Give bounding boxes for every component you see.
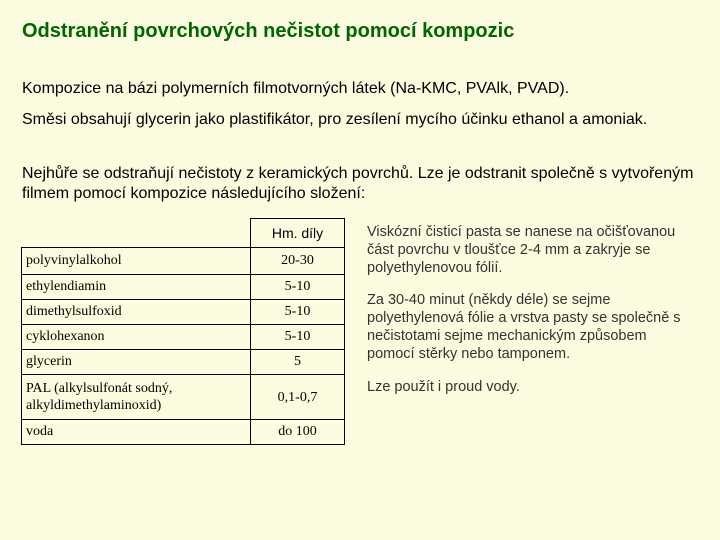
component-name: polyvinylalkohol	[22, 248, 251, 275]
component-amount: 5-10	[251, 325, 345, 350]
component-name: voda	[22, 420, 251, 445]
component-amount: 5-10	[251, 300, 345, 325]
composition-table	[21, 218, 345, 445]
table-header-blank	[22, 219, 251, 248]
table-row	[22, 350, 345, 375]
component-amount: 0,1-0,7	[251, 375, 345, 420]
component-name: glycerin	[22, 350, 251, 375]
paragraph-composition-basis: Kompozice na bázi polymerních filmotvorných látek (Na-KMC, PVAlk, PVAD).	[22, 80, 570, 97]
component-name: dimethylsulfoxid	[22, 300, 251, 325]
side-note-removal: Za 30-40 minut (někdy déle) se sejme polyethylenová fólie a vrstva pasty se společně s nečistotami sejme mechanickým způsobem pomocí stěrky nebo tamponem.	[367, 292, 681, 362]
component-amount: do 100	[251, 420, 345, 445]
table-row	[22, 375, 345, 420]
paragraph-mixture-content: Směsi obsahují glycerin jako plastifikátor, pro zesílení mycího účinku ethanol a amoniak.	[22, 111, 648, 128]
component-name: ethylendiamin	[22, 275, 251, 300]
component-name: PAL (alkylsulfonát sodný, alkyldimethylaminoxid)	[22, 375, 251, 420]
component-amount: 5	[251, 350, 345, 375]
side-note-application: Viskózní čisticí pasta se nanese na očišťovanou část povrchu v tloušťce 2-4 mm a zakryje se polyethylenovou fólií.	[367, 224, 676, 276]
table-row	[22, 275, 345, 300]
table-row	[22, 300, 345, 325]
side-note-water: Lze použít i proud vody.	[367, 379, 520, 395]
paragraph-ceramic-surfaces: Nejhůře se odstraňují nečistoty z keramických povrchů. Lze je odstranit společně s vytvořeným filmem pomocí kompozice následujícího složení:	[22, 165, 694, 202]
table-row	[22, 325, 345, 350]
page-title: Odstranění povrchových nečistot pomocí kompozic	[22, 20, 515, 42]
component-name: cyklohexanon	[22, 325, 251, 350]
component-amount: 5-10	[251, 275, 345, 300]
table-row	[22, 248, 345, 275]
component-amount: 20-30	[251, 248, 345, 275]
table-row	[22, 420, 345, 445]
table-header-row	[22, 219, 345, 248]
table-header-parts: Hm. díly	[251, 219, 345, 248]
